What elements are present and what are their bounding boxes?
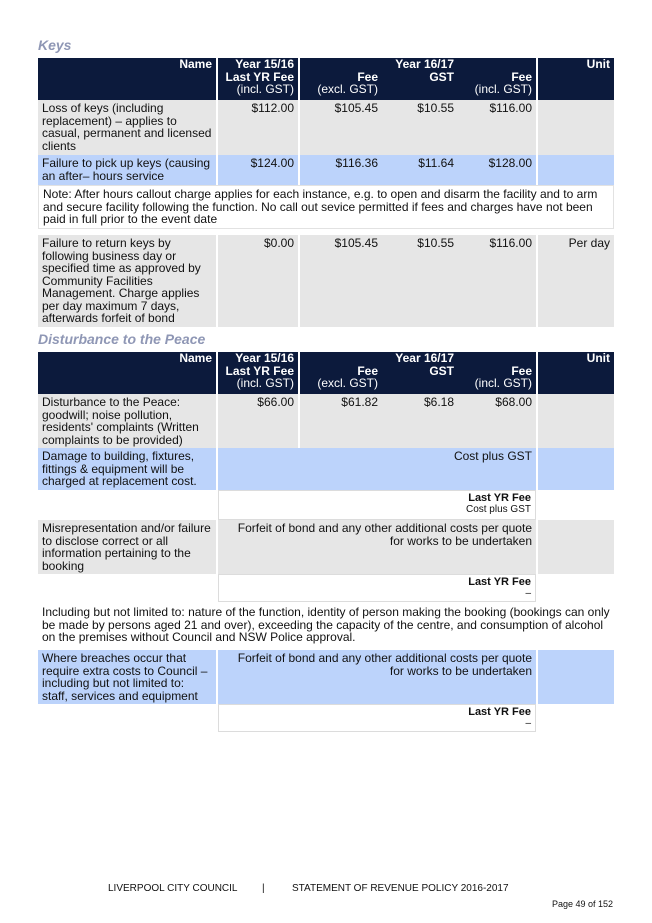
table-row bbox=[38, 100, 614, 155]
row-fee-incl: $116.00 bbox=[458, 100, 536, 155]
table-row bbox=[38, 155, 614, 185]
header-fee-incl: Fee (incl. GST) bbox=[458, 58, 536, 100]
table-row bbox=[38, 650, 614, 704]
header-unit: Unit bbox=[536, 58, 614, 100]
row-name: Misrepresentation and/or failure to disclose correct or all information pertaining to the booking bbox=[38, 520, 218, 574]
row-unit bbox=[536, 155, 614, 185]
section-title-disturbance: Disturbance to the Peace bbox=[38, 331, 206, 347]
row-name: Loss of keys (including replacement) – applies to casual, permanent and licensed clients bbox=[38, 100, 218, 155]
last-year-fee-box: Last YR Fee – bbox=[218, 574, 536, 602]
row-last-fee: $66.00 bbox=[218, 394, 300, 448]
note-row bbox=[38, 185, 614, 229]
header-last-fee: Year 15/16 Last YR Fee (incl. GST) bbox=[218, 58, 300, 100]
row-fee-incl: $128.00 bbox=[458, 155, 536, 185]
row-last-fee: $112.00 bbox=[218, 100, 300, 155]
row-fee-text: Forfeit of bond and any other additional costs per quote for works to be undertaken bbox=[218, 520, 536, 574]
section-title-keys: Keys bbox=[38, 37, 72, 53]
row-unit bbox=[536, 394, 614, 448]
row-fee-incl: $68.00 bbox=[458, 394, 536, 448]
last-year-fee-box: Last YR Fee – bbox=[218, 704, 536, 732]
row-name: Failure to pick up keys (causing an after– hours service bbox=[38, 155, 218, 185]
header-fee-incl: Fee (incl. GST) bbox=[458, 352, 536, 394]
row-unit bbox=[536, 100, 614, 155]
page-number: Page 49 of 152 bbox=[552, 899, 614, 909]
keys-fee-table bbox=[38, 58, 614, 327]
row-name: Failure to return keys by following business day or specified time as approved by Community Facilities Management. Charge applies per day maximum 7 days, afterwards forfeit of bond bbox=[38, 235, 218, 327]
last-year-fee-box: Last YR Fee Cost plus GST bbox=[218, 490, 536, 520]
row-fee: $105.45 bbox=[300, 100, 382, 155]
row-name: Where breaches occur that require extra costs to Council – including but not limited to: staff, services and equipment bbox=[38, 650, 218, 704]
row-fee: $105.45 bbox=[300, 235, 382, 327]
row-gst: $11.64 bbox=[382, 155, 458, 185]
row-fee: $116.36 bbox=[300, 155, 382, 185]
row-fee-text: Cost plus GST bbox=[218, 448, 536, 490]
table-row bbox=[38, 235, 614, 327]
row-fee-incl: $116.00 bbox=[458, 235, 536, 327]
keys-note: Note: After hours callout charge applies for each instance, e.g. to open and disarm the facility and to arm and secure facility following the function. No call out sevice permitted if fees and charges have not been paid in full prior to the event date bbox=[38, 185, 614, 229]
footer-policy-title: STATEMENT OF REVENUE POLICY 2016-2017 bbox=[292, 883, 509, 894]
row-gst: $10.55 bbox=[382, 100, 458, 155]
row-last-fee: $124.00 bbox=[218, 155, 300, 185]
header-gst: Year 16/17 GST bbox=[382, 352, 458, 394]
table-row bbox=[38, 448, 614, 490]
header-unit: Unit bbox=[536, 352, 614, 394]
footer-organisation: LIVERPOOL CITY COUNCIL bbox=[108, 883, 238, 894]
header-fee: Fee (excl. GST) bbox=[300, 58, 382, 100]
header-fee: Fee (excl. GST) bbox=[300, 352, 382, 394]
row-name: Damage to building, fixtures, fittings & equipment will be charged at replacement cost. bbox=[38, 448, 218, 490]
row-last-fee: $0.00 bbox=[218, 235, 300, 327]
row-gst: $6.18 bbox=[382, 394, 458, 448]
row-name: Disturbance to the Peace: goodwill; noise pollution, residents' complaints (Written complaints to be provided) bbox=[38, 394, 218, 448]
header-name: Name bbox=[38, 58, 218, 100]
row-fee: $61.82 bbox=[300, 394, 382, 448]
header-gst: Year 16/17 GST bbox=[382, 58, 458, 100]
row-gst: $10.55 bbox=[382, 235, 458, 327]
peace-note: Including but not limited to: nature of the function, identity of person making the booking (bookings can only be made by persons aged 21 and over), exceeding the capacity of the centre, and consumption of alcohol on the premises without Council and NSW Police approval. bbox=[38, 602, 614, 650]
table-row bbox=[38, 520, 614, 574]
footer-separator: | bbox=[262, 883, 265, 894]
row-fee-text: Forfeit of bond and any other additional costs per quote for works to be undertaken bbox=[218, 650, 536, 704]
note-row bbox=[38, 602, 614, 650]
row-unit: Per day bbox=[536, 235, 614, 327]
table-row bbox=[38, 394, 614, 448]
peace-fee-table bbox=[38, 352, 614, 732]
header-last-fee: Year 15/16 Last YR Fee (incl. GST) bbox=[218, 352, 300, 394]
header-name: Name bbox=[38, 352, 218, 394]
